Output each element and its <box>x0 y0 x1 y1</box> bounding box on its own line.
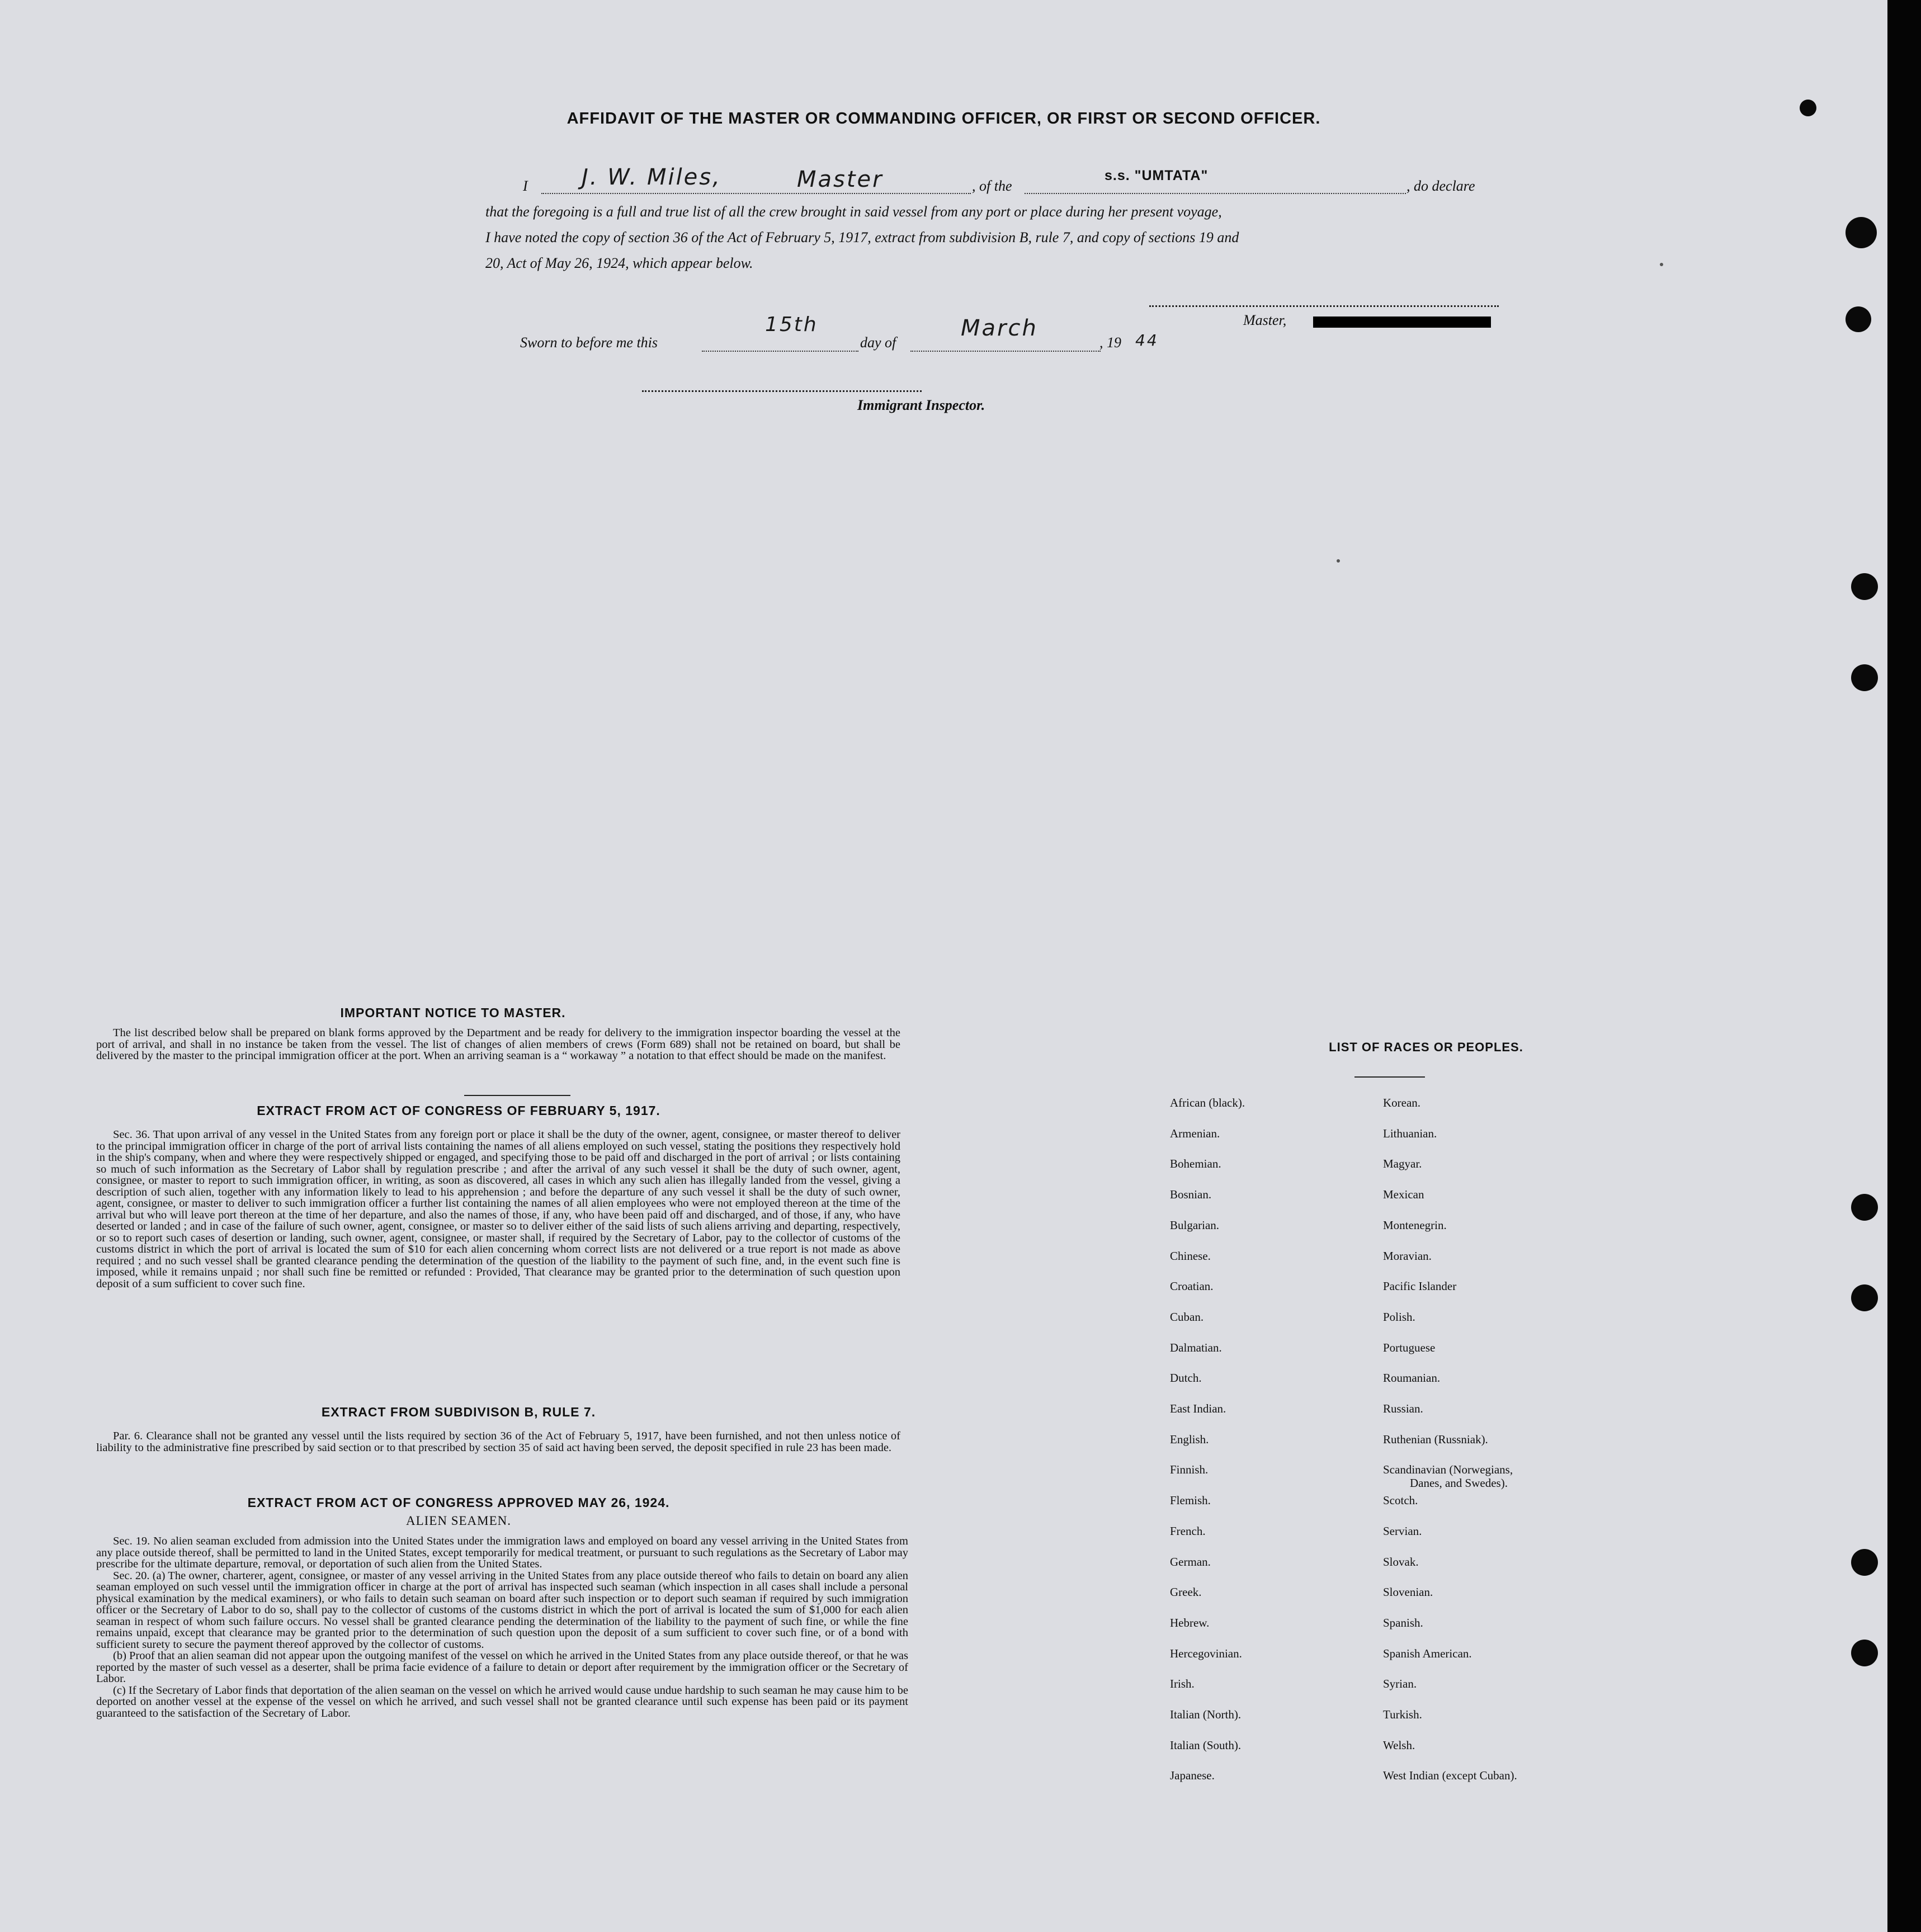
race-item: Welsh. <box>1383 1738 1415 1752</box>
race-item: Croatian. <box>1170 1279 1214 1293</box>
notice-title: IMPORTANT NOTICE TO MASTER. <box>340 1005 566 1020</box>
year-handwritten: 44 <box>1135 331 1159 349</box>
race-item: Portuguese <box>1383 1340 1436 1354</box>
race-item: Moravian. <box>1383 1249 1432 1263</box>
affidavit-line-2: that the foregoing is a full and true list of all the crew brought in said vessel from any port or place during her present voyage, <box>485 204 1222 220</box>
race-item: Italian (South). <box>1170 1738 1242 1752</box>
punch-hole <box>1851 664 1878 691</box>
punch-hole <box>1851 1284 1878 1311</box>
notice-paragraph: The list described below shall be prepared on blank forms approved by the Department and be ready for delivery to the immigration inspector boarding the vessel at the port of arrival, and shall in no instance be taken from the vessel. The list of changes of alien members of crews (Form 689) shall not be retained on board, but shall be delivered by the master to the principal immigration officer at the port. When an arriving seaman is a “ workaway ” a notation to that effect should be made on the manifest. <box>96 1027 900 1062</box>
section-20b-paragraph: (b) Proof that an alien seaman did not appear upon the outgoing manifest of the vessel on which he arrived in the United States from any place outside thereof, or that he was reported by the master of such vessel as a deserter, shall be prima facie evidence of a failure to detain or deport after requirement by the immigration officer or the Secretary of Labor. <box>96 1650 908 1685</box>
race-item: Ruthenian (Russniak). <box>1383 1432 1488 1446</box>
race-item: Flemish. <box>1170 1494 1211 1508</box>
vessel-line <box>1025 192 1406 194</box>
race-item: Russian. <box>1383 1402 1423 1415</box>
races-divider <box>1354 1076 1425 1078</box>
day-handwritten: 15th <box>765 313 818 336</box>
race-item: Spanish American. <box>1383 1646 1472 1660</box>
race-item: Turkish. <box>1383 1708 1422 1721</box>
race-item: Scandinavian (Norwegians, <box>1383 1463 1513 1477</box>
master-name-handwritten: J. W. Miles, <box>582 164 721 190</box>
race-item: Cuban. <box>1170 1310 1204 1324</box>
paper-speck <box>1337 559 1340 563</box>
race-item: Slovenian. <box>1383 1585 1433 1599</box>
race-item: Dalmatian. <box>1170 1340 1222 1354</box>
section-20c-paragraph: (c) If the Secretary of Labor finds that deportation of the alien seaman on the vessel on which he arrived would cause undue hardship to such seaman he may cause him to be deported on another vessel at the expense of the vessel on which he arrived, and such vessel shall not be granted clearance until such expense has been paid or its payment guaranteed to the satisfaction of the Secretary of Labor. <box>96 1684 908 1720</box>
race-item: Polish. <box>1383 1310 1415 1324</box>
master-signature-line <box>1149 304 1499 307</box>
race-item: Chinese. <box>1170 1249 1211 1263</box>
punch-hole <box>1851 1194 1878 1221</box>
of-the-label: , of the <box>972 178 1012 194</box>
race-item-continuation: Danes, and Swedes). <box>1410 1476 1508 1490</box>
race-item: Mexican <box>1383 1188 1424 1202</box>
master-label: Master, <box>1243 312 1287 328</box>
punch-hole <box>1800 100 1816 116</box>
notice-text <box>96 1027 900 1062</box>
section-36-paragraph: Sec. 36. That upon arrival of any vessel in the United States from any foreign port or place it shall be the duty of the owner, agent, consignee, or master thereof to deliver to the principal immigration officer in charge of the port of arrival lists containing the names of all aliens employed on such vessel, stating the positions they respectively hold in the ship's company, when and where they were respectively shipped or engaged, and specifying those to be paid off and discharged in the port of arrival ; or lists containing so much of such information as the Secretary of Labor shall by regulation prescribe ; and after the arrival of any such vessel it shall be the duty of such owner, agent, consignee, or master to report to such immigration officer, in writing, as soon as discovered, all cases in which any such alien has illegally landed from the vessel, giving a description of such alien, together with any information likely to lead to his apprehension ; and before the departure of any such vessel it shall be the duty of such owner, agent, consignee, or master to deliver to such immigration officer a further list containing the names of all alien employees who were not employed thereon at the time of the arrival but who will leave port thereon at the time of her departure, and also the names of those, if any, who have been paid off and discharged, and of those, if any, who have deserted or landed ; and in case of the failure of such owner, agent, consignee, or master so to deliver either of the said lists of such aliens arriving and departing, respectively, or so to report such cases of desertion or landing, such owner, agent, consignee, or master shall, if required by the Secretary of Labor, pay to the collector of customs of the customs district in which the port of arrival is located the sum of $10 for each alien concerning whom correct lists are not delivered or a true report is not made as above required ; and no such vessel shall be granted clearance pending the determination of the question of the liability to the payment of such fine, and, in the event such fine is imposed, while it remains unpaid ; nor shall such fine be remitted or refunded : Provided, That clearance may be granted prior to the determination of such question upon deposit of a sum sufficient to cover such fine. <box>96 1128 900 1290</box>
paper-speck <box>1660 263 1663 266</box>
race-item: Lithuanian. <box>1383 1126 1437 1140</box>
name-line <box>541 192 971 194</box>
race-item: Japanese. <box>1170 1769 1215 1783</box>
race-item: Finnish. <box>1170 1463 1209 1477</box>
races-title: LIST OF RACES OR PEOPLES. <box>1329 1040 1523 1054</box>
section-20a-paragraph: Sec. 20. (a) The owner, charterer, agent, consignee, or master of any vessel arriving in the United States from any place outside thereof who fails to detain on board any alien seaman employed on such vessel until the immigration officer in charge at the port of arrival has inspected such seaman (which inspection in all cases shall include a personal physical examination by the medical examiners), or who fails to detain such seaman on board after such inspection or to deport such seaman if required by such immigration officer or the Secretary of Labor to do so, shall pay to the collector of customs of the customs district in which the port of arrival is located the sum of $1,000 for each alien seaman in respect of whom such failure occurs. No vessel shall be granted clearance pending the determination of the liability to the payment of such fine, or while the fine remains unpaid, except that clearance may be granted prior to the determination of such question upon the deposit of a sum sufficient to cover such fine, or of a bond with sufficient surety to secure the payment thereof approved by the collector of customs. <box>96 1569 908 1651</box>
inspector-label: Immigrant Inspector. <box>857 397 985 413</box>
race-item: Roumanian. <box>1383 1371 1441 1385</box>
race-item: Montenegrin. <box>1383 1218 1447 1232</box>
punch-hole <box>1851 1549 1878 1576</box>
extract-1917-text <box>96 1129 900 1289</box>
race-item: Scotch. <box>1383 1494 1418 1508</box>
race-item: Magyar. <box>1383 1157 1422 1171</box>
race-item: Korean. <box>1383 1096 1421 1109</box>
race-item: Hercegovinian. <box>1170 1646 1242 1660</box>
punch-hole <box>1846 217 1877 248</box>
scan-border <box>1887 0 1921 1932</box>
race-item: Syrian. <box>1383 1677 1417 1691</box>
race-item: Italian (North). <box>1170 1708 1242 1721</box>
race-item: Bosnian. <box>1170 1188 1212 1202</box>
month-handwritten: March <box>961 315 1038 341</box>
divider <box>464 1095 570 1096</box>
race-item: East Indian. <box>1170 1402 1226 1415</box>
race-item: Servian. <box>1383 1524 1422 1538</box>
extract-1924-title: EXTRACT FROM ACT OF CONGRESS APPROVED MAY 26, 1924. <box>247 1495 670 1510</box>
race-item: German. <box>1170 1555 1211 1569</box>
punch-hole <box>1851 573 1878 600</box>
race-item: West Indian (except Cuban). <box>1383 1769 1517 1783</box>
race-item: Bohemian. <box>1170 1157 1221 1171</box>
affidavit-title: AFFIDAVIT OF THE MASTER OR COMMANDING OFFICER, OR FIRST OR SECOND OFFICER. <box>567 110 1321 127</box>
race-item: African (black). <box>1170 1096 1245 1109</box>
affidavit-line-4: 20, Act of May 26, 1924, which appear below. <box>485 255 753 271</box>
vessel-name: s.s. "UMTATA" <box>1105 168 1209 183</box>
year-label: , 19 <box>1099 334 1121 351</box>
race-item: French. <box>1170 1524 1206 1538</box>
race-item: Irish. <box>1170 1677 1195 1691</box>
race-item: English. <box>1170 1432 1209 1446</box>
punch-hole <box>1846 306 1871 332</box>
race-item: Bulgarian. <box>1170 1218 1220 1232</box>
race-item: Greek. <box>1170 1585 1202 1599</box>
extract-1917-title: EXTRACT FROM ACT OF CONGRESS OF FEBRUARY 5, 1917. <box>257 1103 660 1118</box>
sworn-label: Sworn to before me this <box>520 334 658 351</box>
paragraph-6: Par. 6. Clearance shall not be granted any vessel until the lists required by section 36 of the Act of February 5, 1917, have been furnished, and not then unless notice of liability to the administrative fine prescribed by said section or to that prescribed by section 35 of said act having been served, the deposit specified in rule 23 has been made. <box>96 1430 900 1454</box>
subdivision-text <box>96 1430 900 1453</box>
rank-handwritten: Master <box>797 167 884 192</box>
race-item: Dutch. <box>1170 1371 1202 1385</box>
extract-1924-text <box>96 1536 908 1719</box>
day-line <box>702 349 858 352</box>
punch-hole <box>1851 1640 1878 1666</box>
day-of-label: day of <box>860 334 896 351</box>
section-19-paragraph: Sec. 19. No alien seaman excluded from admission into the United States under the immigration laws and employed on board any vessel arriving in the United States from any place outside thereof, shall be permitted to land in the United States, except temporarily for medical treatment, or pursuant to such regulations as the Secretary of Labor may prescribe for the ultimate departure, removal, or deportation of such alien from the United States. <box>96 1535 908 1570</box>
alien-seamen-subtitle: ALIEN SEAMEN. <box>405 1514 512 1528</box>
month-line <box>910 349 1101 352</box>
race-item: Hebrew. <box>1170 1615 1210 1629</box>
inspector-signature-line <box>642 389 922 392</box>
subdivision-title: EXTRACT FROM SUBDIVISON B, RULE 7. <box>321 1405 596 1419</box>
redacted-signature <box>1313 317 1491 328</box>
race-item: Pacific Islander <box>1383 1279 1457 1293</box>
affidavit-line-3: I have noted the copy of section 36 of the Act of February 5, 1917, extract from subdivision B, rule 7, and copy of sections 19 and <box>485 229 1239 245</box>
affidavit-i-label: I <box>523 178 528 194</box>
do-declare-label: , do declare <box>1406 178 1475 194</box>
race-item: Slovak. <box>1383 1555 1419 1569</box>
race-item: Armenian. <box>1170 1126 1220 1140</box>
race-item: Spanish. <box>1383 1615 1423 1629</box>
